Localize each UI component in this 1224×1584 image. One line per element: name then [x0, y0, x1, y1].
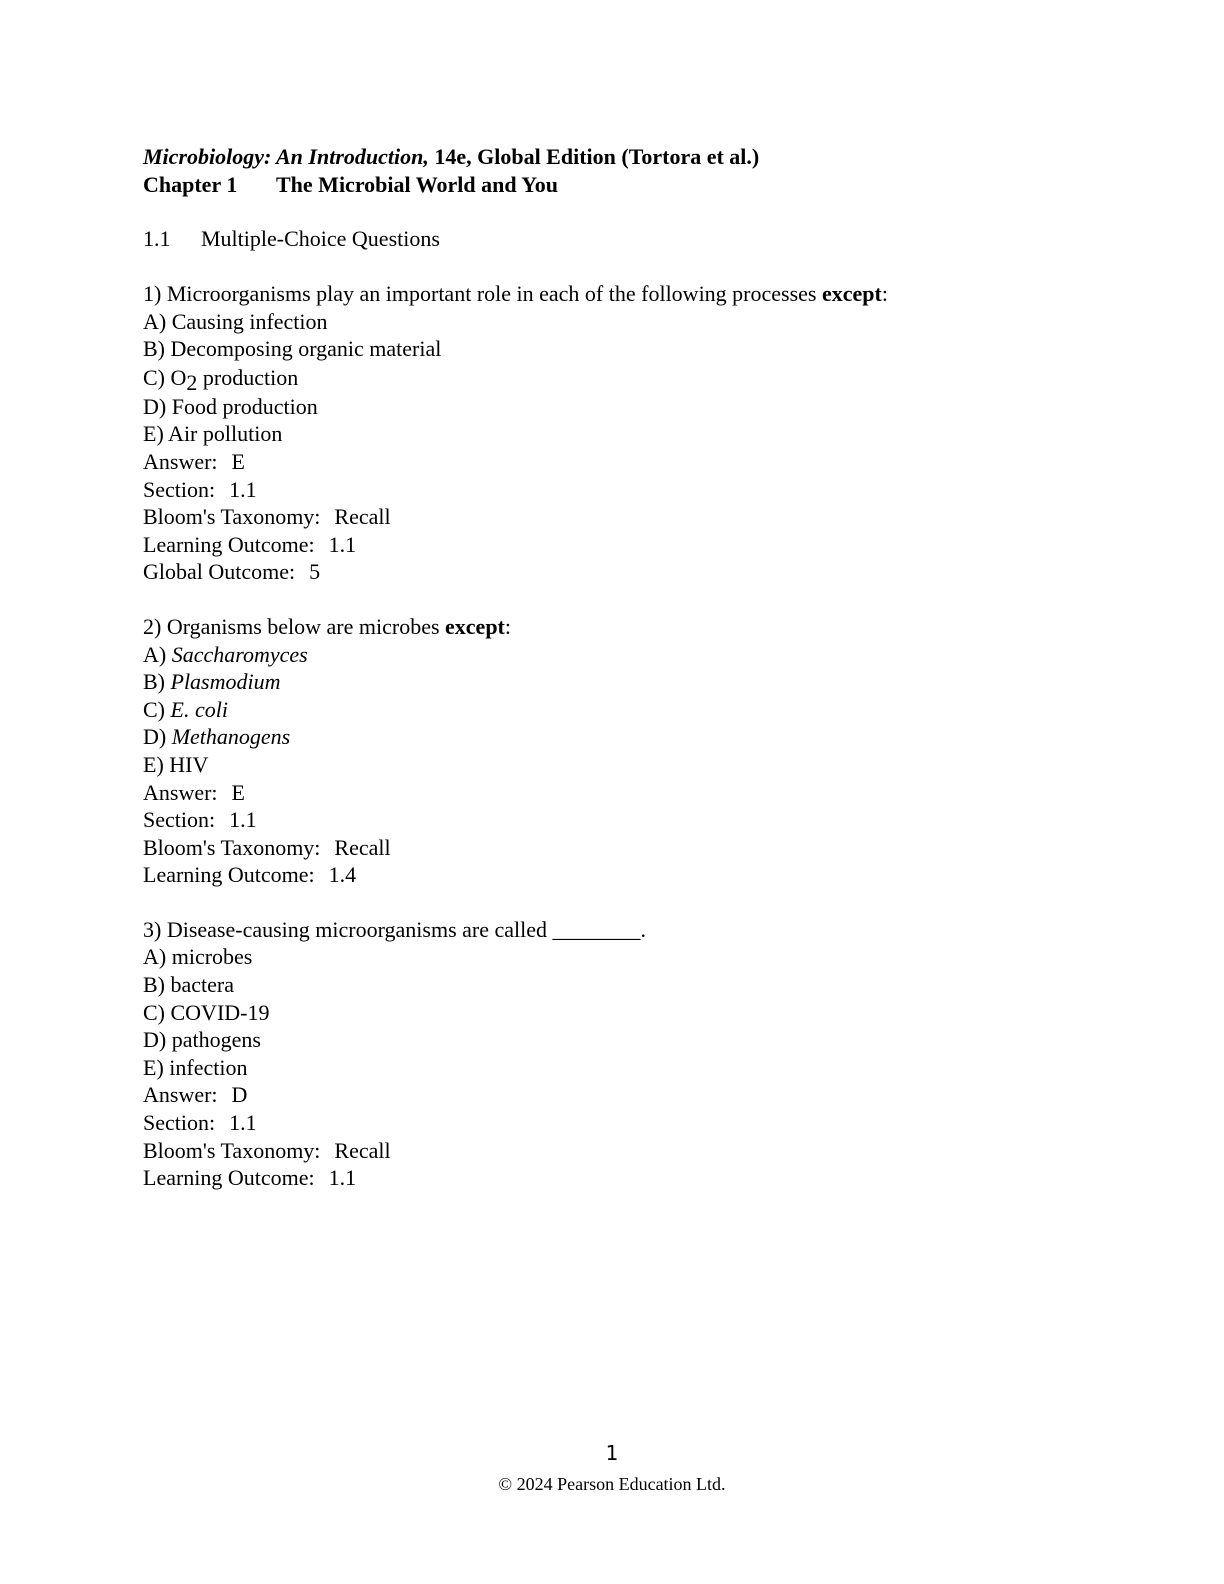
answer-line: Answer: E — [143, 448, 245, 474]
emphasis-except: except — [445, 613, 505, 639]
answer-value: E — [231, 779, 245, 805]
bloom-value: Recall — [334, 834, 391, 860]
question-stem: 3) Disease-causing microorganisms are called ________. — [143, 916, 647, 942]
question-2 — [143, 613, 1103, 889]
option-c: C) E. coli — [143, 696, 228, 722]
learning-outcome-value: 1.1 — [328, 531, 357, 557]
section-heading — [143, 225, 1103, 253]
chapter-number: Chapter 1 — [143, 172, 238, 197]
option-d: D) Food production — [143, 393, 318, 419]
book-title: Microbiology: An Introduction, — [143, 144, 429, 169]
learning-outcome-line: Learning Outcome: 1.1 — [143, 1165, 357, 1191]
page-number: 1 — [605, 1441, 619, 1465]
emphasis-except: except — [821, 281, 882, 306]
section-number: 1.1 — [143, 226, 171, 251]
document-page — [143, 143, 1103, 1192]
section-value: 1.1 — [229, 807, 257, 833]
chapter-title: The Microbial World and You — [276, 172, 558, 197]
answer-line: Answer: D — [143, 1082, 248, 1108]
section-line: Section: 1.1 — [143, 807, 257, 833]
subscript-2: 2 — [186, 369, 198, 395]
question-3 — [143, 916, 1103, 1192]
answer-value: D — [231, 1082, 248, 1108]
chapter-heading — [143, 171, 1103, 199]
bloom-line: Bloom's Taxonomy: Recall — [143, 1137, 391, 1163]
book-title-line — [143, 143, 1103, 171]
option-e: E) infection — [143, 1054, 248, 1080]
option-a: A) Saccharomyces — [143, 641, 308, 667]
section-value: 1.1 — [229, 476, 257, 502]
book-edition: 14e, Global Edition (Tortora et al.) — [428, 144, 760, 169]
answer-value: E — [231, 448, 245, 474]
bloom-line: Bloom's Taxonomy: Recall — [143, 834, 391, 860]
option-b: B) Decomposing organic material — [143, 336, 442, 362]
option-a: A) microbes — [143, 944, 253, 970]
section-line: Section: 1.1 — [143, 1110, 257, 1136]
option-d: D) Methanogens — [143, 724, 291, 750]
learning-outcome-line: Learning Outcome: 1.1 — [143, 531, 357, 557]
option-a: A) Causing infection — [143, 308, 328, 334]
global-outcome-line: Global Outcome: 5 — [143, 559, 321, 585]
option-b: B) Plasmodium — [143, 669, 281, 695]
bloom-line: Bloom's Taxonomy: Recall — [143, 504, 391, 530]
bloom-value: Recall — [334, 1137, 391, 1163]
option-c: C) $O_2$ production — [143, 364, 299, 395]
question-stem: 2) Organisms below are microbes except: — [143, 613, 512, 639]
option-b: B) bactera — [143, 972, 234, 998]
question-stem: 1) Microorganisms play an important role in each of the following processes except: — [143, 281, 888, 306]
answer-line: Answer: E — [143, 779, 245, 805]
option-e: E) HIV — [143, 751, 209, 777]
copyright-notice: © 2024 Pearson Education Ltd. — [498, 1474, 726, 1494]
learning-outcome-value: 1.1 — [328, 1165, 357, 1191]
section-title: Multiple-Choice Questions — [201, 226, 440, 251]
bloom-value: Recall — [334, 504, 391, 530]
section-line: Section: 1.1 — [143, 476, 257, 502]
learning-outcome-line: Learning Outcome: 1.4 — [143, 862, 357, 888]
option-c: C) COVID-19 — [143, 999, 270, 1025]
option-d: D) pathogens — [143, 1027, 261, 1053]
section-value: 1.1 — [229, 1110, 257, 1136]
option-e: E) Air pollution — [143, 421, 283, 447]
question-1 — [143, 280, 1103, 586]
learning-outcome-value: 1.4 — [328, 862, 357, 888]
global-outcome-value: 5 — [309, 559, 321, 585]
